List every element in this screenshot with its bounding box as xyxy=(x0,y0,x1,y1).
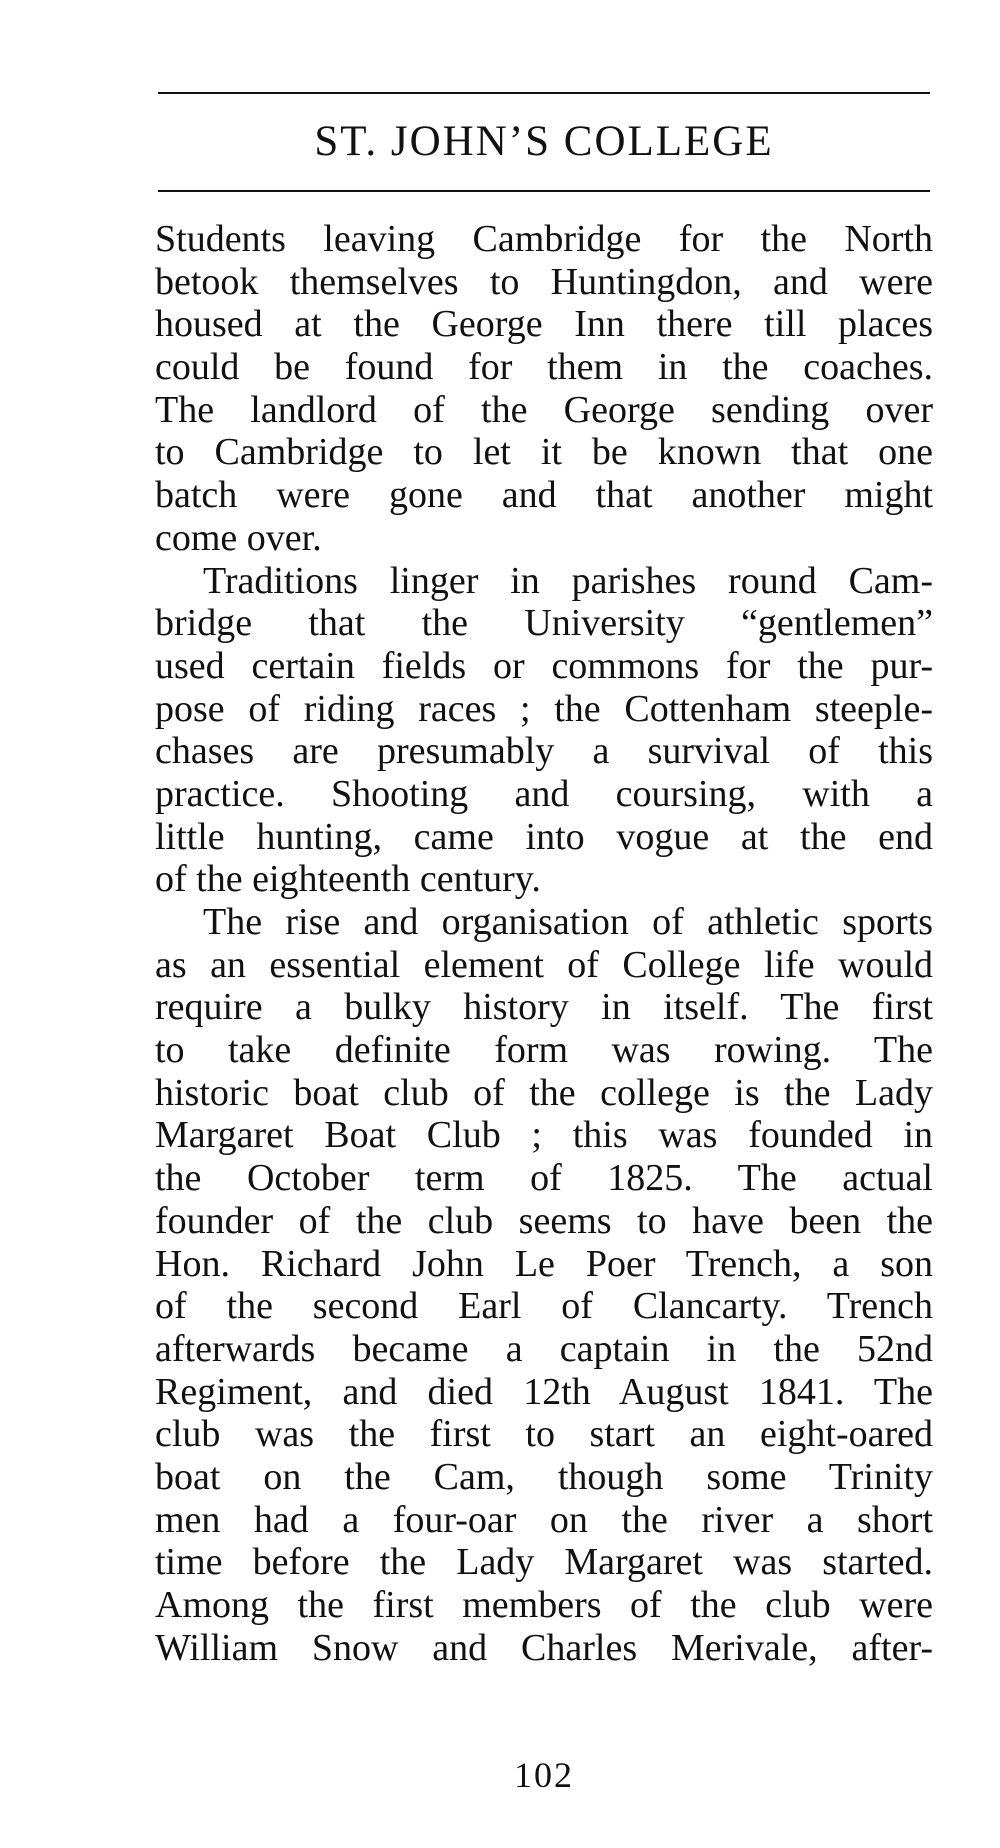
text-line: the October term of 1825. The actual xyxy=(155,1157,933,1200)
text-line: Regiment, and died 12th August 1841. The xyxy=(155,1370,933,1413)
text-line: The rise and organisation of athletic sports xyxy=(203,901,933,943)
text-line: men had a four-oar on the river a short xyxy=(155,1498,933,1541)
text-line: historic boat club of the college is the Lady xyxy=(155,1071,933,1114)
text-line: practice. Shooting and coursing, with a xyxy=(155,772,933,815)
text-line: Margaret Boat Club ; this was founded in xyxy=(155,1114,933,1157)
text-line: The landlord of the George sending over xyxy=(155,388,933,431)
text-line: to take definite form was rowing. The xyxy=(155,1029,933,1072)
body-text xyxy=(155,218,933,1669)
text-line: William Snow and Charles Merivale, after- xyxy=(155,1626,933,1669)
text-line: betook themselves to Huntingdon, and were xyxy=(155,260,933,303)
text-line: used certain fields or commons for the pur- xyxy=(155,644,933,687)
page-number: 102 xyxy=(514,1755,574,1795)
text-line: require a bulky history in itself. The first xyxy=(155,986,933,1029)
text-line: founder of the club seems to have been the xyxy=(155,1199,933,1242)
text-line: little hunting, came into vogue at the end xyxy=(155,815,933,858)
text-line: Hon. Richard John Le Poer Trench, a son xyxy=(155,1242,933,1285)
header-rule-bottom xyxy=(158,190,930,192)
text-line: could be found for them in the coaches. xyxy=(155,346,933,389)
text-line: housed at the George Inn there till places xyxy=(155,303,933,346)
text-line: pose of riding races ; the Cottenham steeple- xyxy=(155,687,933,730)
text-line: time before the Lady Margaret was started. xyxy=(155,1541,933,1584)
text-line: batch were gone and that another might xyxy=(155,474,933,517)
text-line: of the eighteenth century. xyxy=(155,858,541,901)
text-line: come over. xyxy=(155,516,322,559)
text-line: Traditions linger in parishes round Cam- xyxy=(203,559,933,602)
text-line: as an essential element of College life would xyxy=(155,943,933,986)
text-line: afterwards became a captain in the 52nd xyxy=(155,1327,933,1370)
text-line: club was the first to start an eight-oared xyxy=(155,1413,933,1456)
text-line: to Cambridge to let it be known that one xyxy=(155,431,933,474)
text-line: boat on the Cam, though some Trinity xyxy=(155,1455,933,1498)
header-rule-top xyxy=(158,92,930,94)
running-head: ST. JOHN’S COLLEGE xyxy=(314,118,774,165)
text-line: chases are presumably a survival of this xyxy=(155,730,933,773)
text-line: Among the first members of the club were xyxy=(155,1584,933,1626)
text-line: Students leaving Cambridge for the North xyxy=(155,218,933,260)
text-line: of the second Earl of Clancarty. Trench xyxy=(155,1285,933,1328)
text-line: bridge that the University “gentlemen” xyxy=(155,602,933,645)
